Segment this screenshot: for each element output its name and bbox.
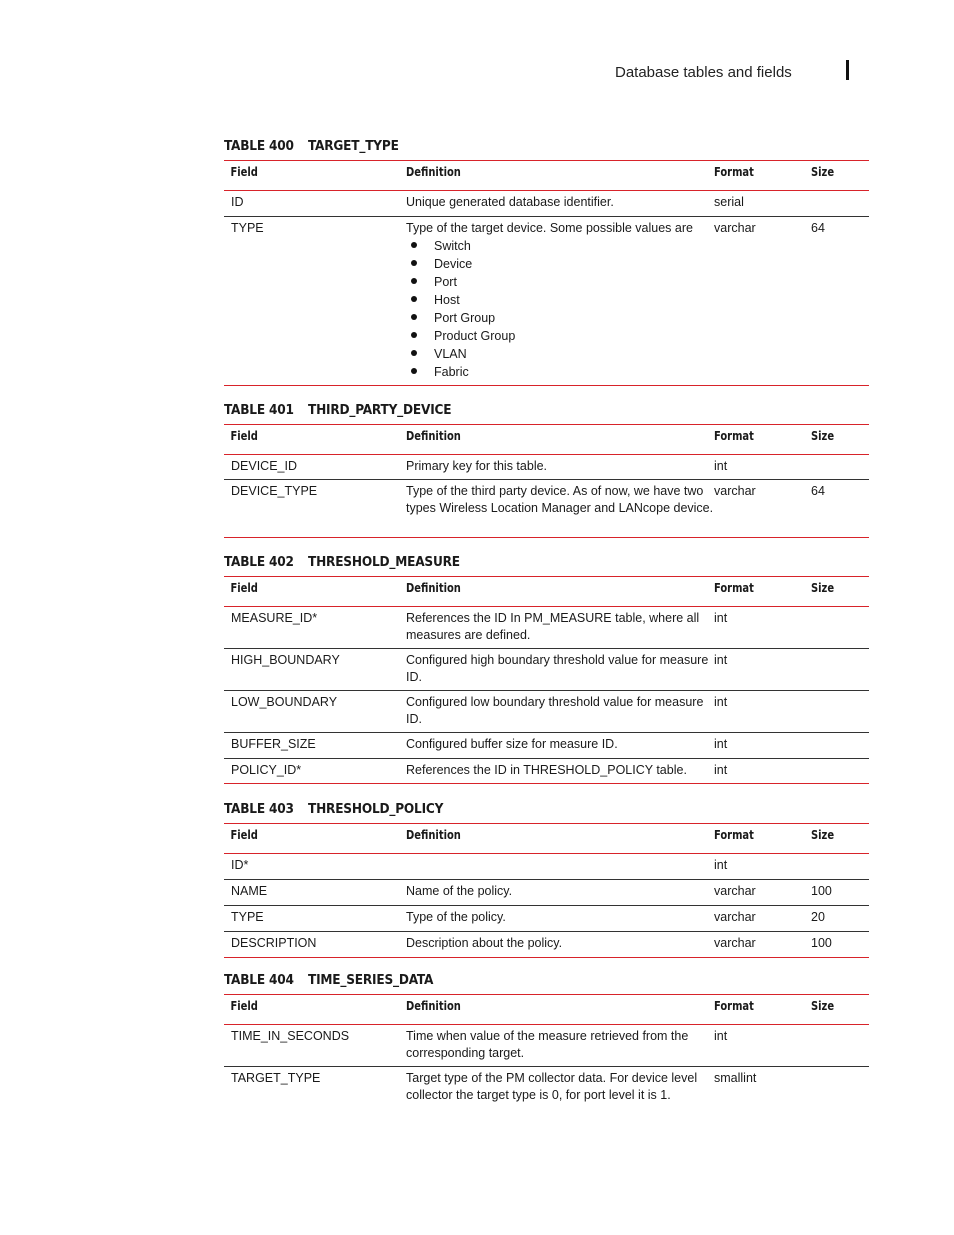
cell-size: 20 (811, 910, 825, 924)
cell-field: LOW_BOUNDARY (231, 695, 338, 709)
cell-field: DESCRIPTION (231, 936, 317, 950)
cell-size (811, 191, 869, 216)
table-threshold-policy (224, 801, 869, 958)
cell-size (811, 1025, 869, 1066)
table-row (224, 455, 869, 480)
table-header-row (224, 823, 869, 854)
table-name: THRESHOLD_MEASURE (308, 554, 460, 570)
table-number: TABLE 401 (224, 402, 294, 418)
cell-format: varchar (714, 221, 756, 235)
table-threshold-measure (224, 554, 869, 784)
column-header-definition: Definition (406, 828, 461, 842)
list-item: Device (406, 255, 714, 273)
cell-field: TYPE (231, 910, 264, 924)
column-header-format: Format (714, 828, 754, 842)
cell-format: int (714, 763, 728, 777)
cell-definition (406, 217, 714, 385)
cell-format: varchar (714, 910, 756, 924)
column-header-size: Size (811, 165, 835, 179)
list-item: Port (406, 273, 714, 291)
list-item: Product Group (406, 327, 714, 345)
cell-field: TIME_IN_SECONDS (231, 1029, 350, 1043)
cell-field: HIGH_BOUNDARY (231, 653, 340, 667)
table-name: TIME_SERIES_DATA (308, 972, 434, 988)
cell-definition: Configured high boundary threshold value for measure ID. (406, 653, 709, 684)
table-row (224, 649, 869, 691)
column-header-field: Field (230, 429, 258, 443)
cell-size (811, 455, 869, 479)
list-item: Switch (406, 237, 714, 255)
cell-definition: References the ID in THRESHOLD_POLICY table. (406, 763, 687, 777)
cell-definition: Unique generated database identifier. (406, 195, 614, 209)
cell-format: int (714, 858, 728, 872)
cell-size (811, 607, 869, 648)
table-caption (224, 402, 869, 424)
cell-definition: Configured low boundary threshold value for measure ID. (406, 695, 704, 726)
column-header-format: Format (714, 581, 754, 595)
list-item: Fabric (406, 363, 714, 381)
table-row (224, 480, 869, 538)
cell-size (811, 854, 869, 879)
cell-field: TYPE (231, 221, 264, 235)
column-header-definition: Definition (406, 165, 461, 179)
cell-field: DEVICE_ID (231, 459, 297, 473)
list-item: Host (406, 291, 714, 309)
table-caption (224, 138, 869, 160)
cell-definition: Time when value of the measure retrieved from the corresponding target. (406, 1029, 689, 1060)
column-header-format: Format (714, 165, 754, 179)
table-row (224, 854, 869, 880)
column-header-definition: Definition (406, 999, 461, 1013)
cell-size (811, 649, 869, 690)
table-row (224, 1025, 869, 1067)
cell-size: 100 (811, 936, 832, 950)
column-header-field: Field (230, 165, 258, 179)
cell-format: varchar (714, 484, 756, 498)
cell-definition: Name of the policy. (406, 884, 513, 898)
cell-definition (406, 854, 714, 879)
cell-format: int (714, 459, 728, 473)
cell-field: TARGET_TYPE (231, 1071, 321, 1085)
table-caption (224, 972, 869, 994)
column-header-definition: Definition (406, 429, 461, 443)
column-header-format: Format (714, 429, 754, 443)
table-row (224, 906, 869, 932)
cell-definition: Primary key for this table. (406, 459, 548, 473)
table-row (224, 932, 869, 958)
table-row (224, 759, 869, 784)
cell-format: varchar (714, 936, 756, 950)
cell-definition: Description about the policy. (406, 936, 563, 950)
table-header-row (224, 424, 869, 455)
table-caption (224, 801, 869, 823)
cell-field: MEASURE_ID* (231, 611, 318, 625)
list-item: VLAN (406, 345, 714, 363)
header-marker-bar (846, 60, 849, 80)
table-third-party-device (224, 402, 869, 538)
cell-definition: Type of the third party device. As of now, we have two types Wireless Location Manager and LANcope device. (406, 484, 714, 515)
cell-size: 64 (811, 484, 825, 498)
list-item: Port Group (406, 309, 714, 327)
table-header-row (224, 994, 869, 1025)
cell-size (811, 733, 869, 758)
definition-text: Type of the target device. Some possible values are (406, 221, 693, 235)
cell-field: NAME (231, 884, 268, 898)
column-header-size: Size (811, 999, 835, 1013)
cell-size: 64 (811, 221, 825, 235)
cell-format: int (714, 1029, 728, 1043)
cell-size (811, 759, 869, 783)
column-header-definition: Definition (406, 581, 461, 595)
cell-definition: References the ID In PM_MEASURE table, where all measures are defined. (406, 611, 700, 642)
table-name: THIRD_PARTY_DEVICE (308, 402, 452, 418)
table-header-row (224, 576, 869, 607)
cell-format: varchar (714, 884, 756, 898)
column-header-size: Size (811, 429, 835, 443)
table-row (224, 1067, 869, 1108)
cell-field: POLICY_ID* (231, 763, 302, 777)
table-caption (224, 554, 869, 576)
table-target-type (224, 138, 869, 386)
table-number: TABLE 404 (224, 972, 294, 988)
cell-field: ID* (231, 858, 249, 872)
table-row (224, 880, 869, 906)
table-row (224, 733, 869, 759)
running-header-title: Database tables and fields (615, 64, 792, 81)
table-number: TABLE 403 (224, 801, 294, 817)
table-time-series-data (224, 972, 869, 1108)
table-name: THRESHOLD_POLICY (308, 801, 444, 817)
column-header-format: Format (714, 999, 754, 1013)
table-row (224, 217, 869, 386)
cell-format: int (714, 611, 728, 625)
cell-format: serial (714, 195, 744, 209)
cell-format: int (714, 695, 728, 709)
cell-definition: Type of the policy. (406, 910, 506, 924)
value-list (406, 237, 714, 381)
cell-size: 100 (811, 884, 832, 898)
cell-definition: Target type of the PM collector data. For device level collector the target type is 0, for port level it is 1. (406, 1071, 698, 1102)
column-header-field: Field (230, 828, 258, 842)
column-header-field: Field (230, 581, 258, 595)
table-row (224, 607, 869, 649)
table-number: TABLE 402 (224, 554, 294, 570)
cell-format: smallint (714, 1071, 757, 1085)
cell-size (811, 691, 869, 732)
cell-field: ID (231, 195, 244, 209)
table-row (224, 191, 869, 217)
column-header-size: Size (811, 581, 835, 595)
cell-format: int (714, 737, 728, 751)
cell-format: int (714, 653, 728, 667)
column-header-field: Field (230, 999, 258, 1013)
table-header-row (224, 160, 869, 191)
table-number: TABLE 400 (224, 138, 294, 154)
cell-definition: Configured buffer size for measure ID. (406, 737, 618, 751)
cell-field: BUFFER_SIZE (231, 737, 316, 751)
cell-field: DEVICE_TYPE (231, 484, 318, 498)
cell-size (811, 1067, 869, 1108)
table-name: TARGET_TYPE (308, 138, 399, 154)
column-header-size: Size (811, 828, 835, 842)
table-row (224, 691, 869, 733)
